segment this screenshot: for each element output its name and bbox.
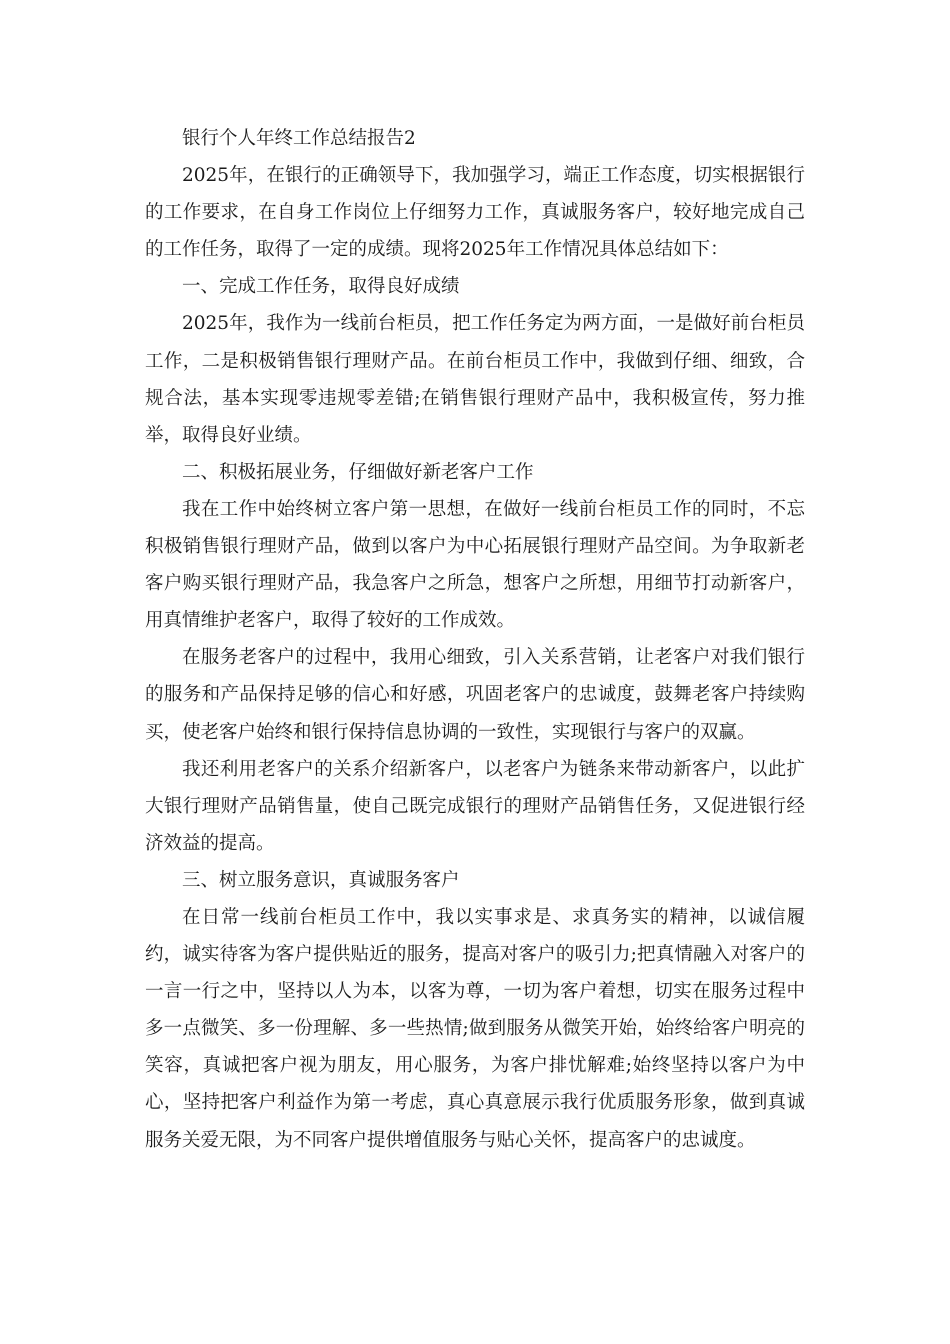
paragraph-intro: 2025年，在银行的正确领导下，我加强学习，端正工作态度，切实根据银行的工作要求，在自身工作岗位上仔细努力工作，真诚服务客户，较好地完成自己的工作任务，取得了一定的成绩。现将2025年工作情况具体总结如下： — [145, 165, 805, 261]
paragraph-section-2c: 我还利用老客户的关系介绍新客户，以老客户为链条来带动新客户，以此扩大银行理财产品销售量，使自己既完成银行的理财产品销售任务，又促进银行经济效益的提高。 — [145, 758, 805, 854]
section-heading-2: 二、积极拓展业务，仔细做好新老客户工作 — [182, 461, 534, 483]
section-heading-3: 三、树立服务意识，真诚服务客户 — [182, 869, 460, 891]
paragraph-section-2b: 在服务老客户的过程中，我用心细致，引入关系营销，让老客户对我们银行的服务和产品保持足够的信心和好感，巩固老客户的忠诚度，鼓舞老客户持续购买，使老客户始终和银行保持信息协调的一致性，实现银行与客户的双赢。 — [145, 647, 805, 743]
document-body — [145, 120, 805, 1159]
section-heading-1: 一、完成工作任务，取得良好成绩 — [182, 276, 460, 298]
paragraph-section-3: 在日常一线前台柜员工作中，我以实事求是、求真务实的精神，以诚信履约，诚实待客为客户提供贴近的服务，提高对客户的吸引力;把真情融入对客户的一言一行之中，坚持以人为本，以客为尊，一切为客户着想，切实在服务过程中多一点微笑、多一份理解、多一些热情;做到服务从微笑开始，始终给客户明亮的笑容，真诚把客户视为朋友，用心服务，为客户排忧解难;始终坚持以客户为中心，坚持把客户利益作为第一考虑，真心真意展示我行优质服务形象，做到真诚服务关爱无限，为不同客户提供增值服务与贴心关怀，提高客户的忠诚度。 — [145, 906, 805, 1151]
document-title: 银行个人年终工作总结报告2 — [182, 128, 416, 149]
paragraph-section-2a: 我在工作中始终树立客户第一思想，在做好一线前台柜员工作的同时，不忘积极销售银行理财产品，做到以客户为中心拓展银行理财产品空间。为争取新老客户购买银行理财产品，我急客户之所急，想客户之所想，用细节打动新客户，用真情维护老客户，取得了较好的工作成效。 — [145, 498, 805, 632]
paragraph-section-1: 2025年，我作为一线前台柜员，把工作任务定为两方面，一是做好前台柜员工作，二是积极销售银行理财产品。在前台柜员工作中，我做到仔细、细致，合规合法，基本实现零违规零差错;在销售银行理财产品中，我积极宣传，努力推举，取得良好业绩。 — [145, 313, 805, 446]
